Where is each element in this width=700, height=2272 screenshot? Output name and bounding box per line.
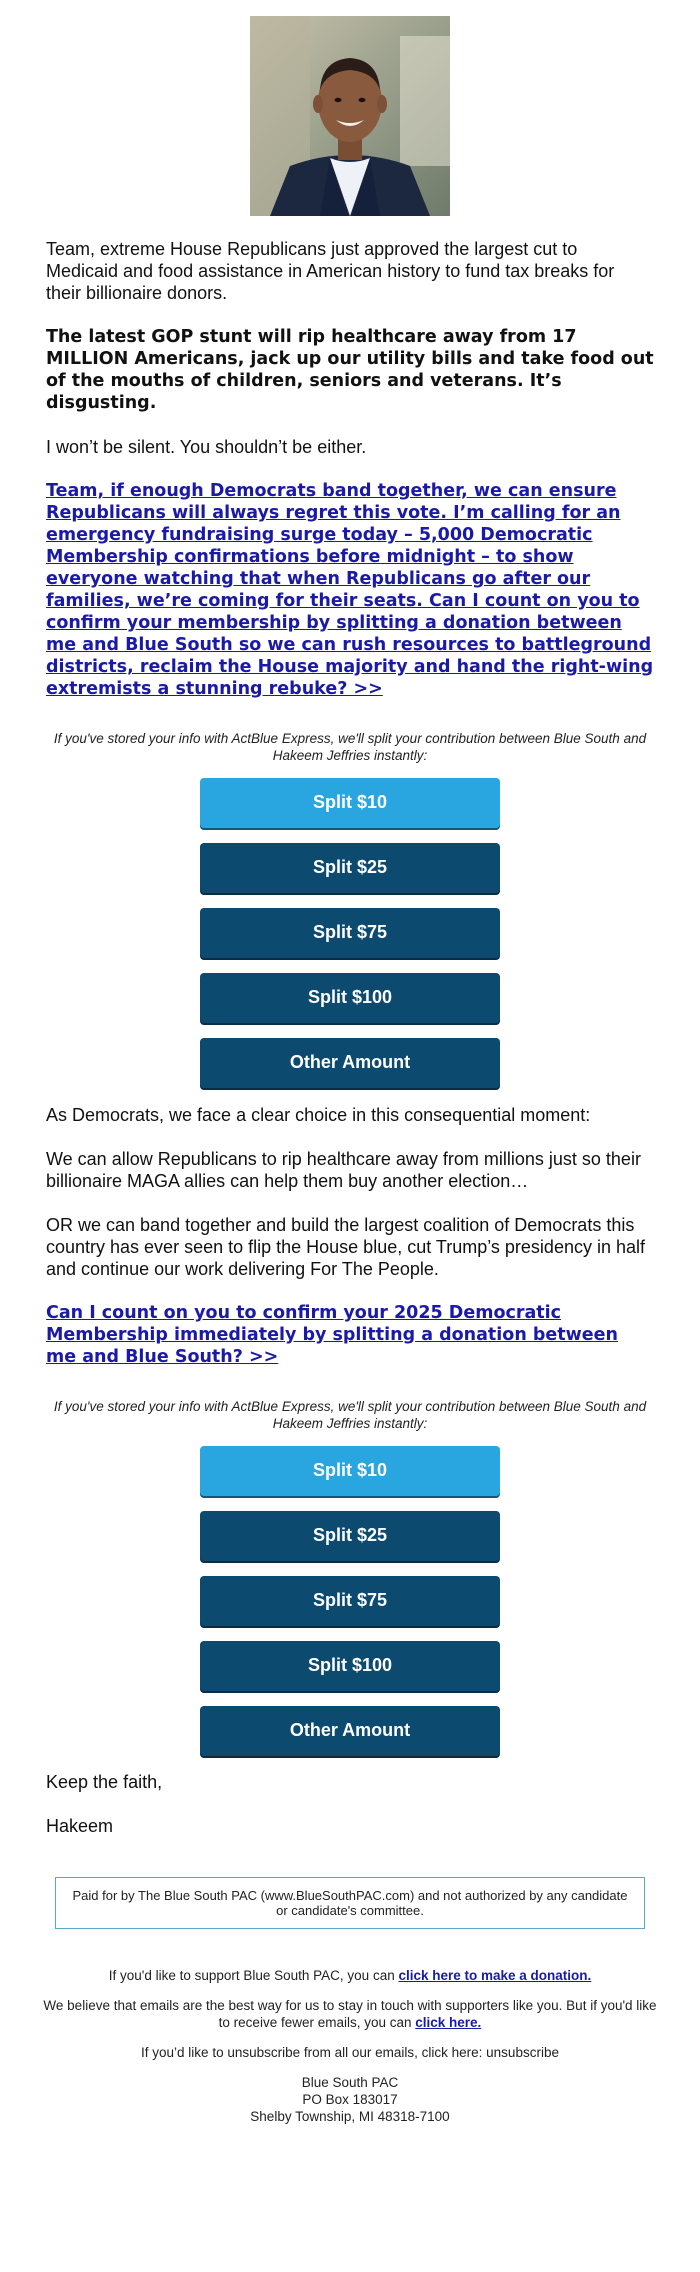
donation-link[interactable]: click here to make a donation.: [398, 1968, 592, 1983]
other-amount-button[interactable]: Other Amount: [200, 1038, 500, 1088]
intro-paragraph: Team, extreme House Republicans just approved the largest cut to Medicaid and food assistance in American history to fund tax breaks for their billionaire donors.: [46, 239, 615, 303]
disclaimer-box: Paid for by The Blue South PAC (www.BlueSouthPAC.com) and not authorized by any candidate or candidate's committee.: [55, 1877, 645, 1929]
donation-buttons-1: [200, 778, 500, 1088]
actblue-note: If you've stored your info with ActBlue Express, we'll split your contribution between Blue South and Hakeem Jeffries instantly:: [53, 731, 647, 763]
unsubscribe-line: If you’d like to unsubscribe from all our emails, click here: unsubscribe: [141, 2045, 559, 2060]
silent-paragraph: I won’t be silent. You shouldn’t be either.: [46, 437, 367, 457]
fewer-emails-link[interactable]: click here.: [415, 2015, 482, 2030]
split-75-button[interactable]: Split $75: [200, 1576, 500, 1626]
split-25-button[interactable]: Split $25: [200, 843, 500, 893]
signature: Hakeem: [46, 1816, 114, 1836]
split-100-button[interactable]: Split $100: [200, 973, 500, 1023]
footer: [40, 1967, 660, 2125]
actblue-note-2: If you've stored your info with ActBlue Express, we'll split your contribution between Blue South and Hakeem Jeffries instantly:: [53, 1399, 647, 1431]
split-75-button[interactable]: Split $75: [200, 908, 500, 958]
support-line: [40, 1967, 660, 1984]
closing-line: Keep the faith,: [46, 1772, 163, 1792]
fewer-emails-line: [40, 1997, 660, 2031]
address-line-1: Blue South PAC: [301, 2075, 399, 2090]
email-page: [0, 16, 700, 2272]
email-body: [46, 238, 654, 700]
support-text: If you'd like to support Blue South PAC, you can: [108, 1968, 399, 1983]
portrait-image: [250, 16, 450, 216]
cta-link-secondary[interactable]: Can I count on you to confirm your 2025 Democratic Membership immediately by splitting a donation between me and Blue South? >>: [46, 1303, 618, 1367]
address-line-3: Shelby Township, MI 48318-7100: [250, 2109, 450, 2124]
choice-paragraph: As Democrats, we face a clear choice in this consequential moment:: [46, 1105, 591, 1125]
other-amount-button[interactable]: Other Amount: [200, 1706, 500, 1756]
cta-link-primary[interactable]: Team, if enough Democrats band together, we can ensure Republicans will always regret this vote. I’m calling for an emergency fundraising surge today – 5,000 Democratic Membership confirmations before midnight – to show everyone watching that when Republicans go after our families, we’re coming for their seats. Can I count on you to confirm your membership by splitting a donation between me and Blue South so we can rush resources to battleground districts, reclaim the House majority and hand the right-wing extremists a stunning rebuke? >>: [46, 481, 654, 699]
bold-paragraph: The latest GOP stunt will rip healthcare away from 17 MILLION Americans, jack up our utility bills and take food out of the mouths of children, seniors and veterans. It’s disgusting.: [46, 327, 654, 413]
split-25-button[interactable]: Split $25: [200, 1511, 500, 1561]
hero-photo: [250, 16, 450, 216]
allow-paragraph: We can allow Republicans to rip healthcare away from millions just so their billionaire MAGA allies can help them buy another election…: [46, 1149, 641, 1191]
or-paragraph: OR we can band together and build the largest coalition of Democrats this country has ever seen to flip the House blue, cut Trump’s presidency in half and continue our work delivering For The People.: [46, 1215, 645, 1279]
donation-buttons-2: [200, 1446, 500, 1756]
address-line-2: PO Box 183017: [302, 2092, 398, 2107]
email-body-2: [46, 1104, 654, 1368]
split-100-button[interactable]: Split $100: [200, 1641, 500, 1691]
fewer-emails-text: We believe that emails are the best way for us to stay in touch with supporters like you. But if you'd like to receive fewer emails, you can: [43, 1998, 657, 2030]
split-10-button[interactable]: Split $10: [200, 1446, 500, 1496]
closing-block: [46, 1771, 654, 1837]
split-10-button[interactable]: Split $10: [200, 778, 500, 828]
